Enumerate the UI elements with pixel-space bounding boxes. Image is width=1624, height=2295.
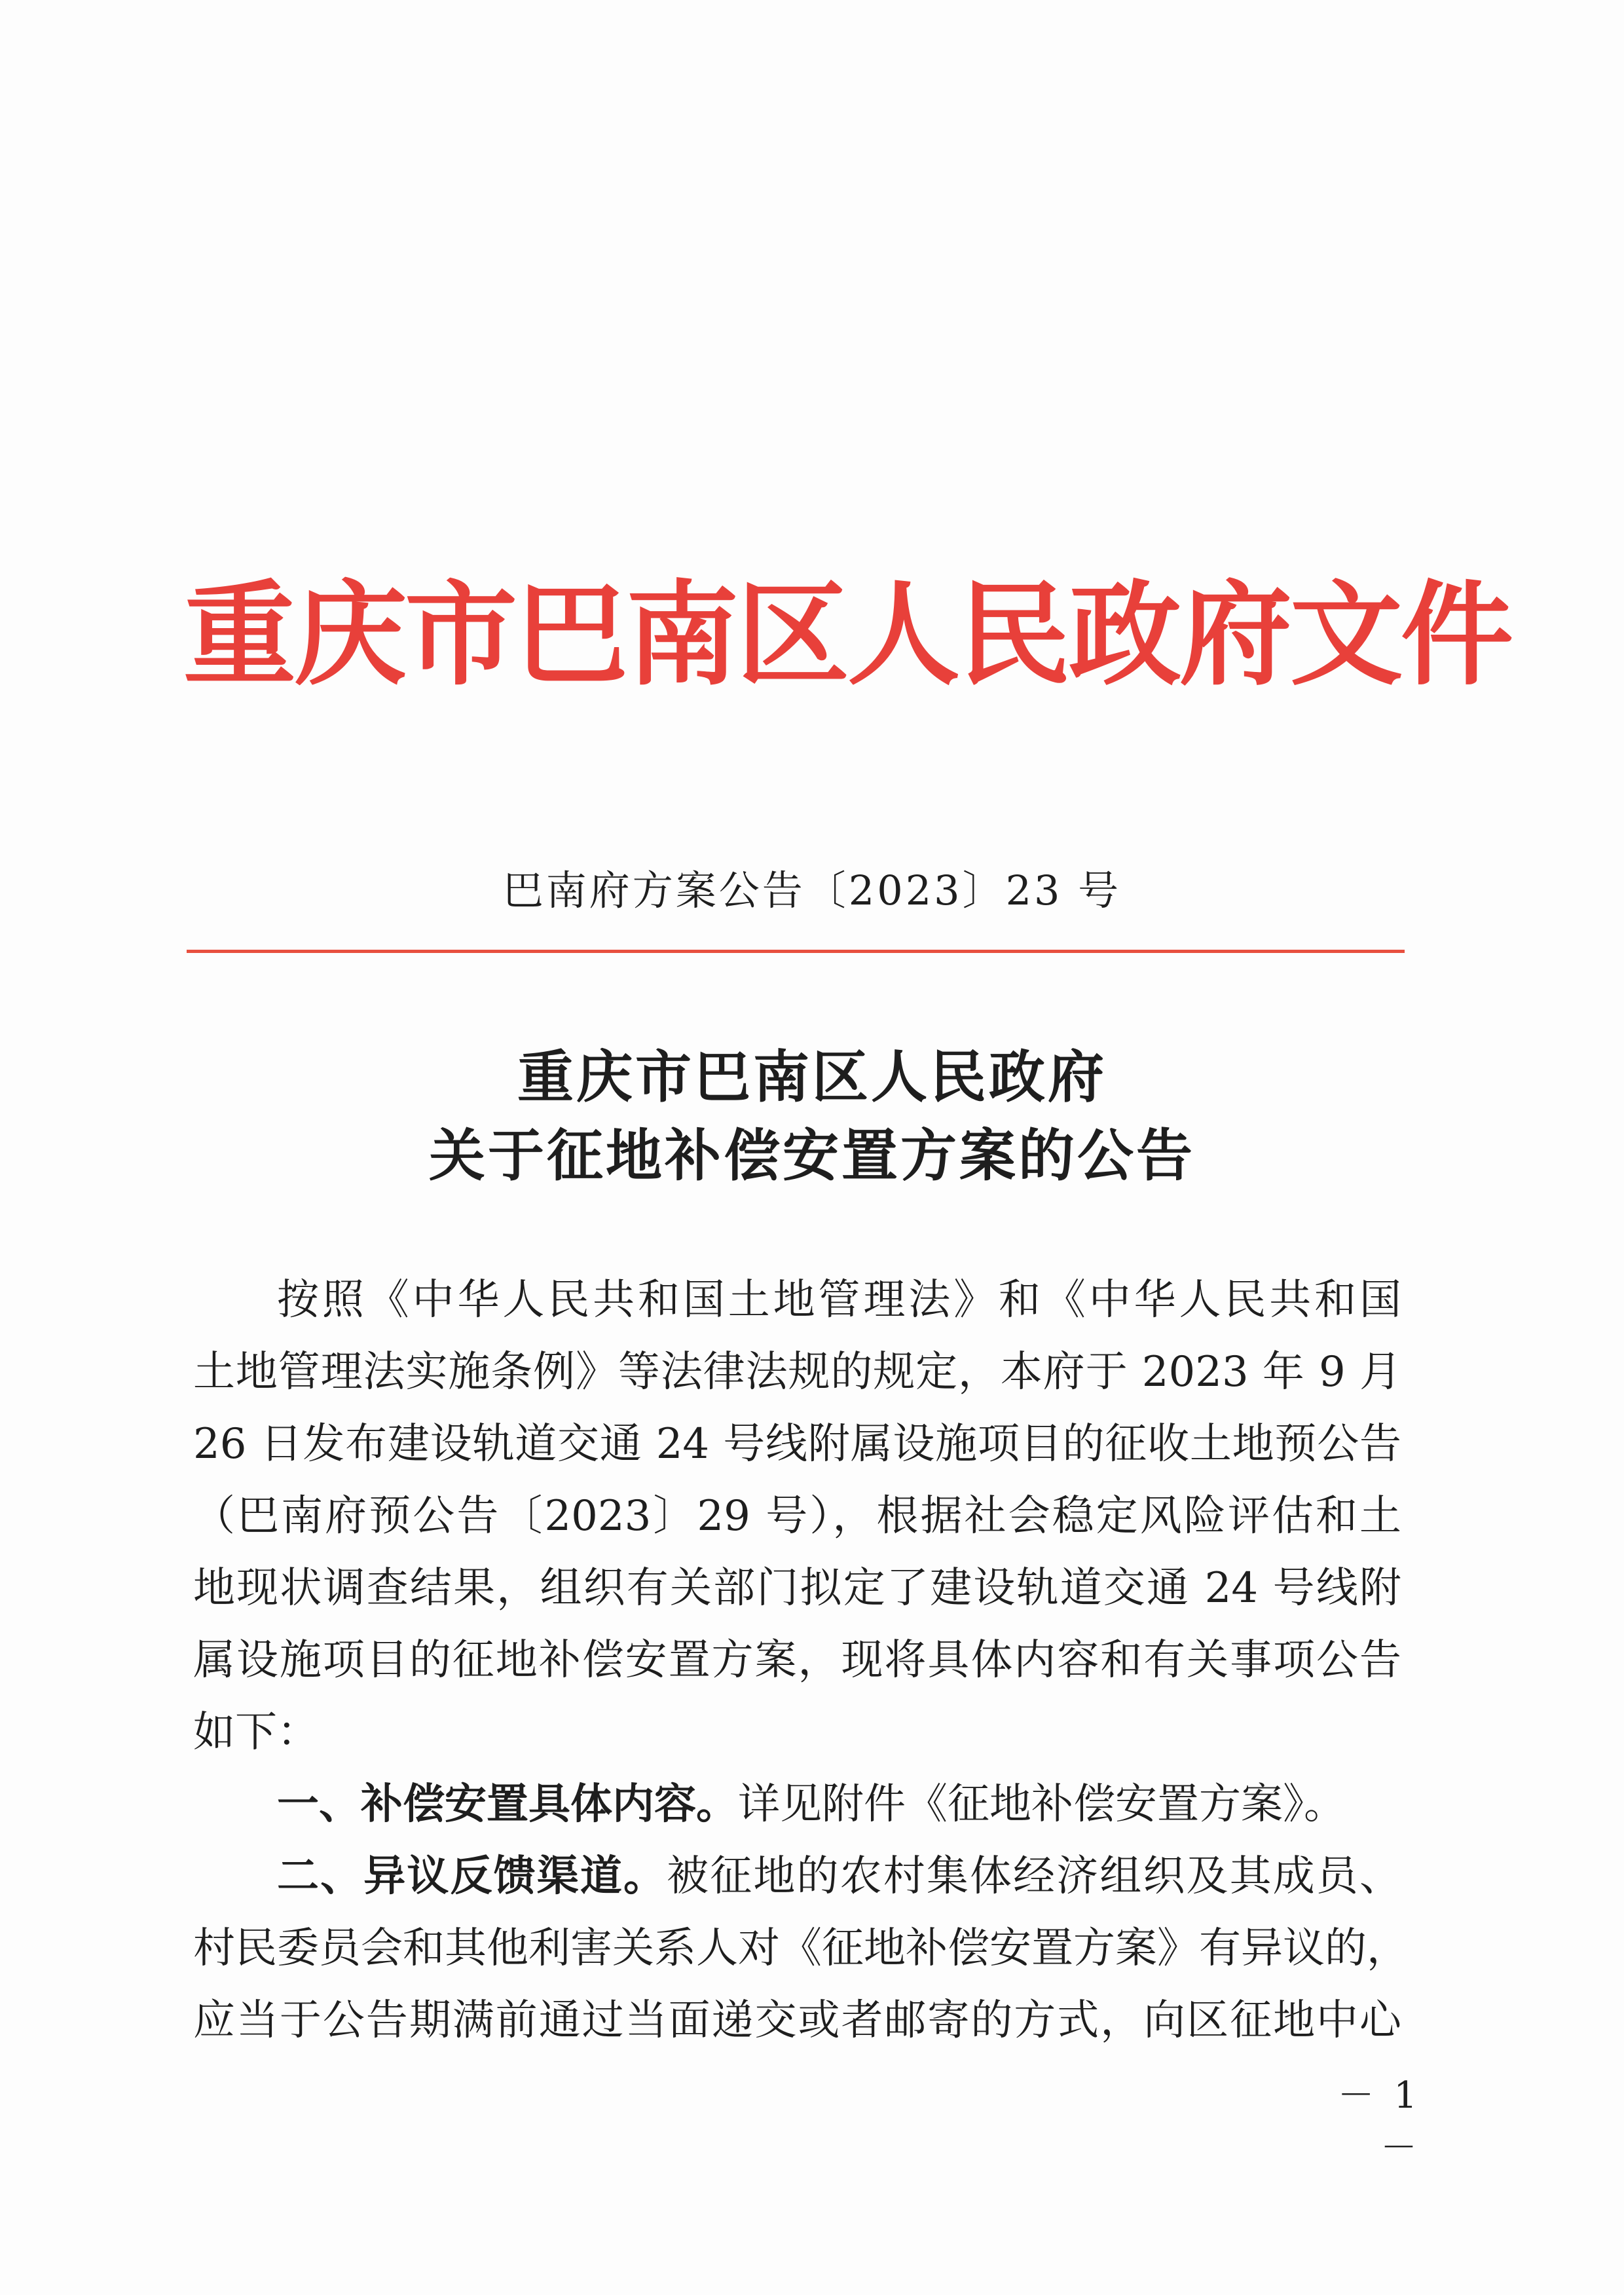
body-line: 应当于公告期满前通过当面递交或者邮寄的方式，向区征地中心 [193, 1996, 1401, 2045]
section-1-line [277, 1768, 1401, 1840]
body-line: 地现状调查结果，组织有关部门拟定了建设轨道交通 24 号线附 [193, 1564, 1401, 1613]
masthead-title: 重庆市巴南区人民政府文件 [183, 569, 1511, 701]
document-number: 巴南府方案公告〔2023〕23 号 [502, 867, 1122, 914]
section-1-heading: 一、补偿安置具体内容。 [277, 1780, 738, 1829]
body-line: 属设施项目的征地补偿安置方案，现将具体内容和有关事项公告 [193, 1636, 1401, 1685]
red-divider-line [187, 950, 1405, 953]
body-line: 按照《中华人民共和国土地管理法》和《中华人民共和国 [277, 1276, 1401, 1324]
section-2-text: 被征地的农村集体经济组织及其成员、 [667, 1852, 1402, 1901]
section-1-text: 详见附件《征地补偿安置方案》。 [738, 1780, 1346, 1829]
body-line: 如下： [193, 1708, 319, 1757]
notice-title-line-2: 关于征地补偿安置方案的公告 [429, 1123, 1195, 1189]
page-number: － 1 － [1337, 2074, 1421, 2169]
notice-title-line-1: 重庆市巴南区人民政府 [517, 1044, 1107, 1110]
section-2-line [277, 1840, 1401, 1912]
body-line: 26 日发布建设轨道交通 24 号线附属设施项目的征收土地预公告 [193, 1420, 1401, 1468]
body-line: （巴南府预公告〔2023〕29 号），根据社会稳定风险评估和土 [193, 1492, 1401, 1540]
body-line: 村民委员会和其他利害关系人对《征地补偿安置方案》有异议的， [193, 1924, 1409, 1973]
section-2-heading: 二、异议反馈渠道。 [277, 1852, 667, 1901]
body-line: 土地管理法实施条例》等法律法规的规定，本府于 2023 年 9 月 [193, 1348, 1401, 1396]
